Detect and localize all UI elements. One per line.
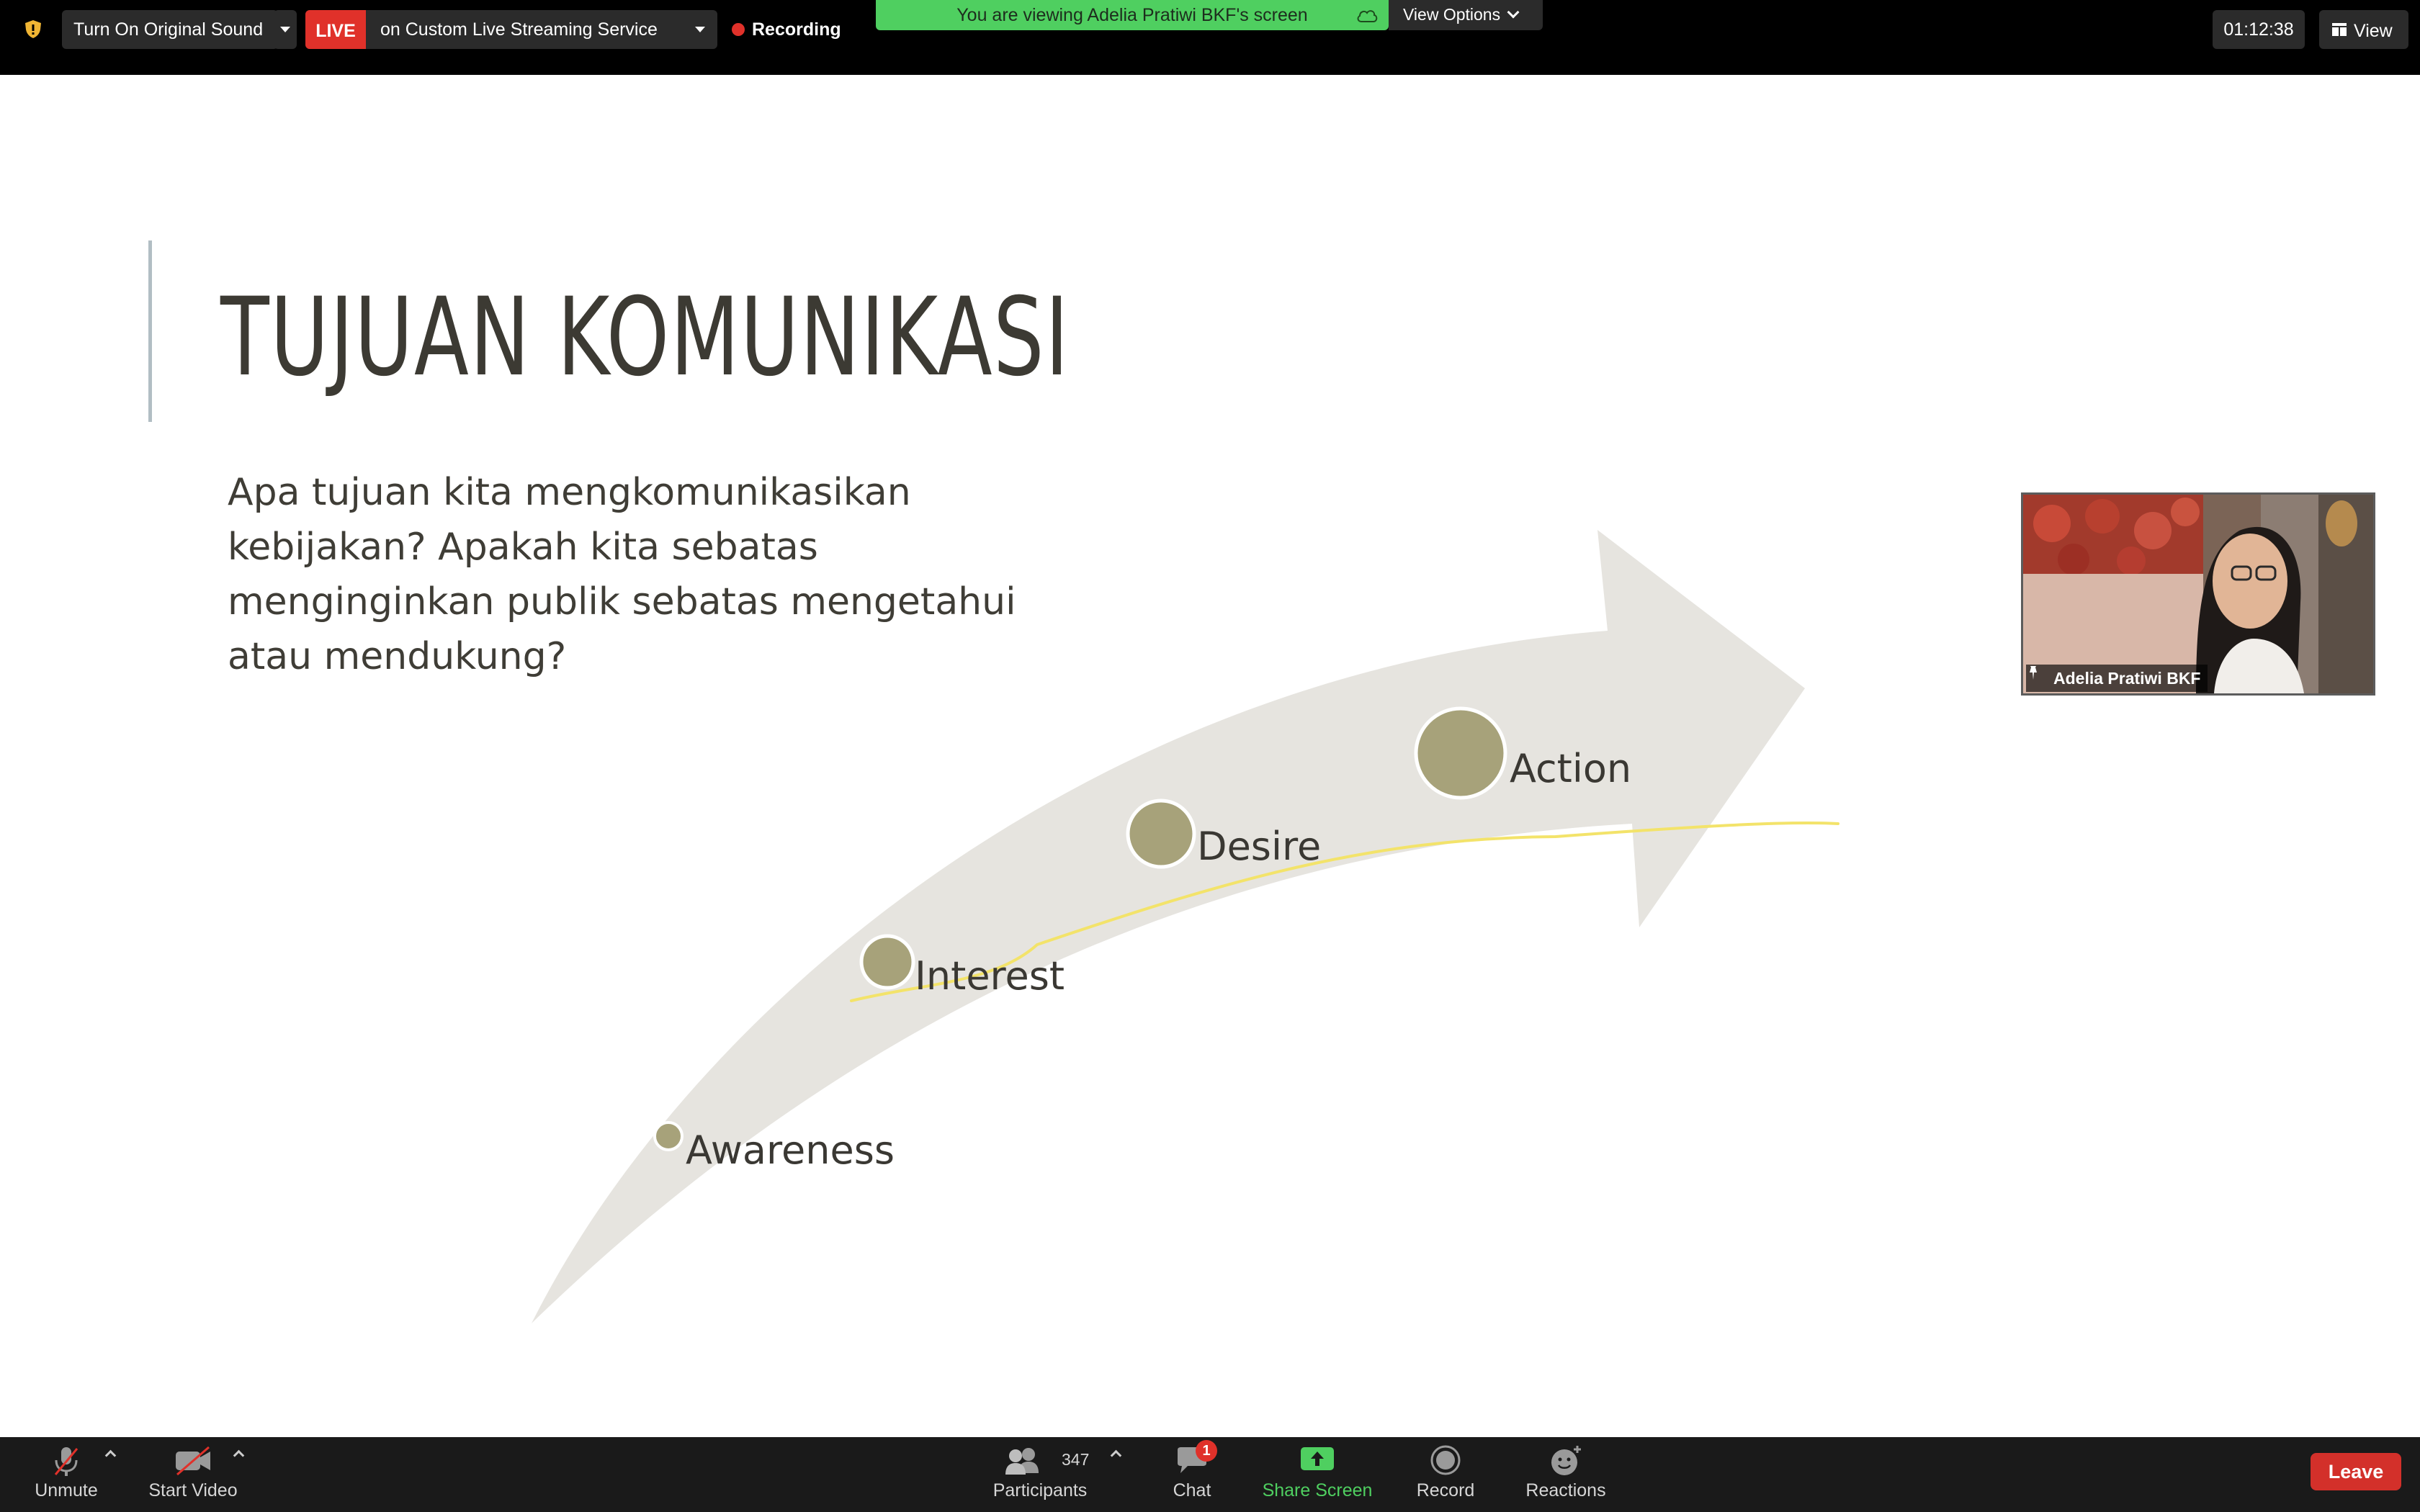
start-video-button[interactable] (141, 1437, 245, 1512)
stage-label-action: Action (1510, 746, 1632, 791)
curved-arrow-shape (532, 530, 1805, 1323)
view-options-dropdown[interactable] (1389, 0, 1543, 30)
slide-body-line: menginginkan publik sebatas mengetahui (228, 580, 1016, 624)
reactions-smiley-icon (1549, 1444, 1583, 1477)
participant-name-tag (2026, 665, 2208, 692)
record-label: Record (1416, 1480, 1475, 1500)
slide-body-line: kebijakan? Apakah kita sebatas (228, 526, 818, 569)
participant-name: Adelia Pratiwi BKF (2053, 669, 2201, 688)
interest-dot (861, 936, 913, 988)
recording-indicator[interactable] (732, 10, 841, 49)
security-shield-icon[interactable] (23, 19, 43, 39)
meeting-timer: 01:12:38 (2213, 10, 2305, 49)
record-icon (1430, 1444, 1461, 1476)
share-screen-button[interactable] (1258, 1437, 1377, 1512)
view-button[interactable] (2319, 10, 2408, 49)
live-stream-button[interactable] (305, 10, 717, 49)
cloud-icon (1355, 7, 1379, 23)
meeting-control-bar (0, 1437, 2420, 1512)
pin-icon (2026, 665, 2040, 680)
record-button[interactable] (1404, 1437, 1487, 1512)
original-sound-button[interactable]: Turn On Original Sound (62, 10, 278, 49)
live-service-label: on Custom Live Streaming Service (380, 19, 658, 40)
start-video-label: Start Video (148, 1480, 238, 1500)
participants-options-caret-icon[interactable] (1111, 1450, 1122, 1462)
aida-arrow-diagram (0, 75, 2420, 1437)
viewing-screen-banner (876, 0, 1389, 30)
unmute-label: Unmute (35, 1480, 98, 1500)
meeting-top-bar (0, 0, 2420, 75)
recording-label: Recording (752, 19, 841, 40)
dropdown-arrow-icon (280, 27, 290, 32)
awareness-dot (655, 1122, 682, 1150)
participants-icon (1003, 1444, 1043, 1476)
video-feed-image (2023, 495, 2373, 693)
original-sound-dropdown[interactable] (274, 10, 297, 49)
participants-button[interactable] (982, 1437, 1098, 1512)
unmute-button[interactable] (22, 1437, 111, 1512)
chat-unread-badge: 1 (1196, 1440, 1217, 1462)
leave-button[interactable]: Leave (2311, 1453, 2401, 1490)
grid-view-icon (2332, 23, 2347, 36)
chevron-down-icon (1507, 6, 1520, 19)
video-camera-off-icon (173, 1444, 213, 1476)
live-badge: LIVE (305, 10, 366, 49)
desire-dot (1128, 801, 1194, 867)
view-options-label: View Options (1403, 5, 1501, 24)
participants-label: Participants (992, 1480, 1088, 1500)
live-dropdown[interactable] (691, 10, 709, 49)
reactions-button[interactable] (1515, 1437, 1616, 1512)
participant-video-thumbnail[interactable] (2021, 492, 2375, 696)
action-dot (1416, 708, 1505, 798)
slide-title: TUJUAN KOMUNIKASI (220, 275, 1070, 400)
recording-dot-icon (732, 23, 745, 36)
stage-label-desire: Desire (1197, 824, 1322, 869)
participant-count: 347 (1062, 1450, 1090, 1469)
reactions-label: Reactions (1525, 1480, 1606, 1500)
view-label: View (2354, 21, 2393, 41)
share-screen-icon (1299, 1444, 1335, 1473)
dropdown-arrow-icon (695, 27, 705, 32)
viewing-banner-text: You are viewing Adelia Pratiwi BKF's screen (956, 5, 1308, 25)
microphone-muted-icon (48, 1444, 84, 1479)
share-screen-label: Share Screen (1262, 1480, 1373, 1500)
shared-screen-slide (0, 75, 2420, 1437)
slide-body-line: atau mendukung? (228, 635, 567, 678)
stage-label-awareness: Awareness (686, 1128, 895, 1173)
slide-body-line: Apa tujuan kita mengkomunikasikan (228, 471, 911, 514)
chat-label: Chat (1173, 1480, 1211, 1500)
stage-label-interest: Interest (915, 953, 1065, 999)
